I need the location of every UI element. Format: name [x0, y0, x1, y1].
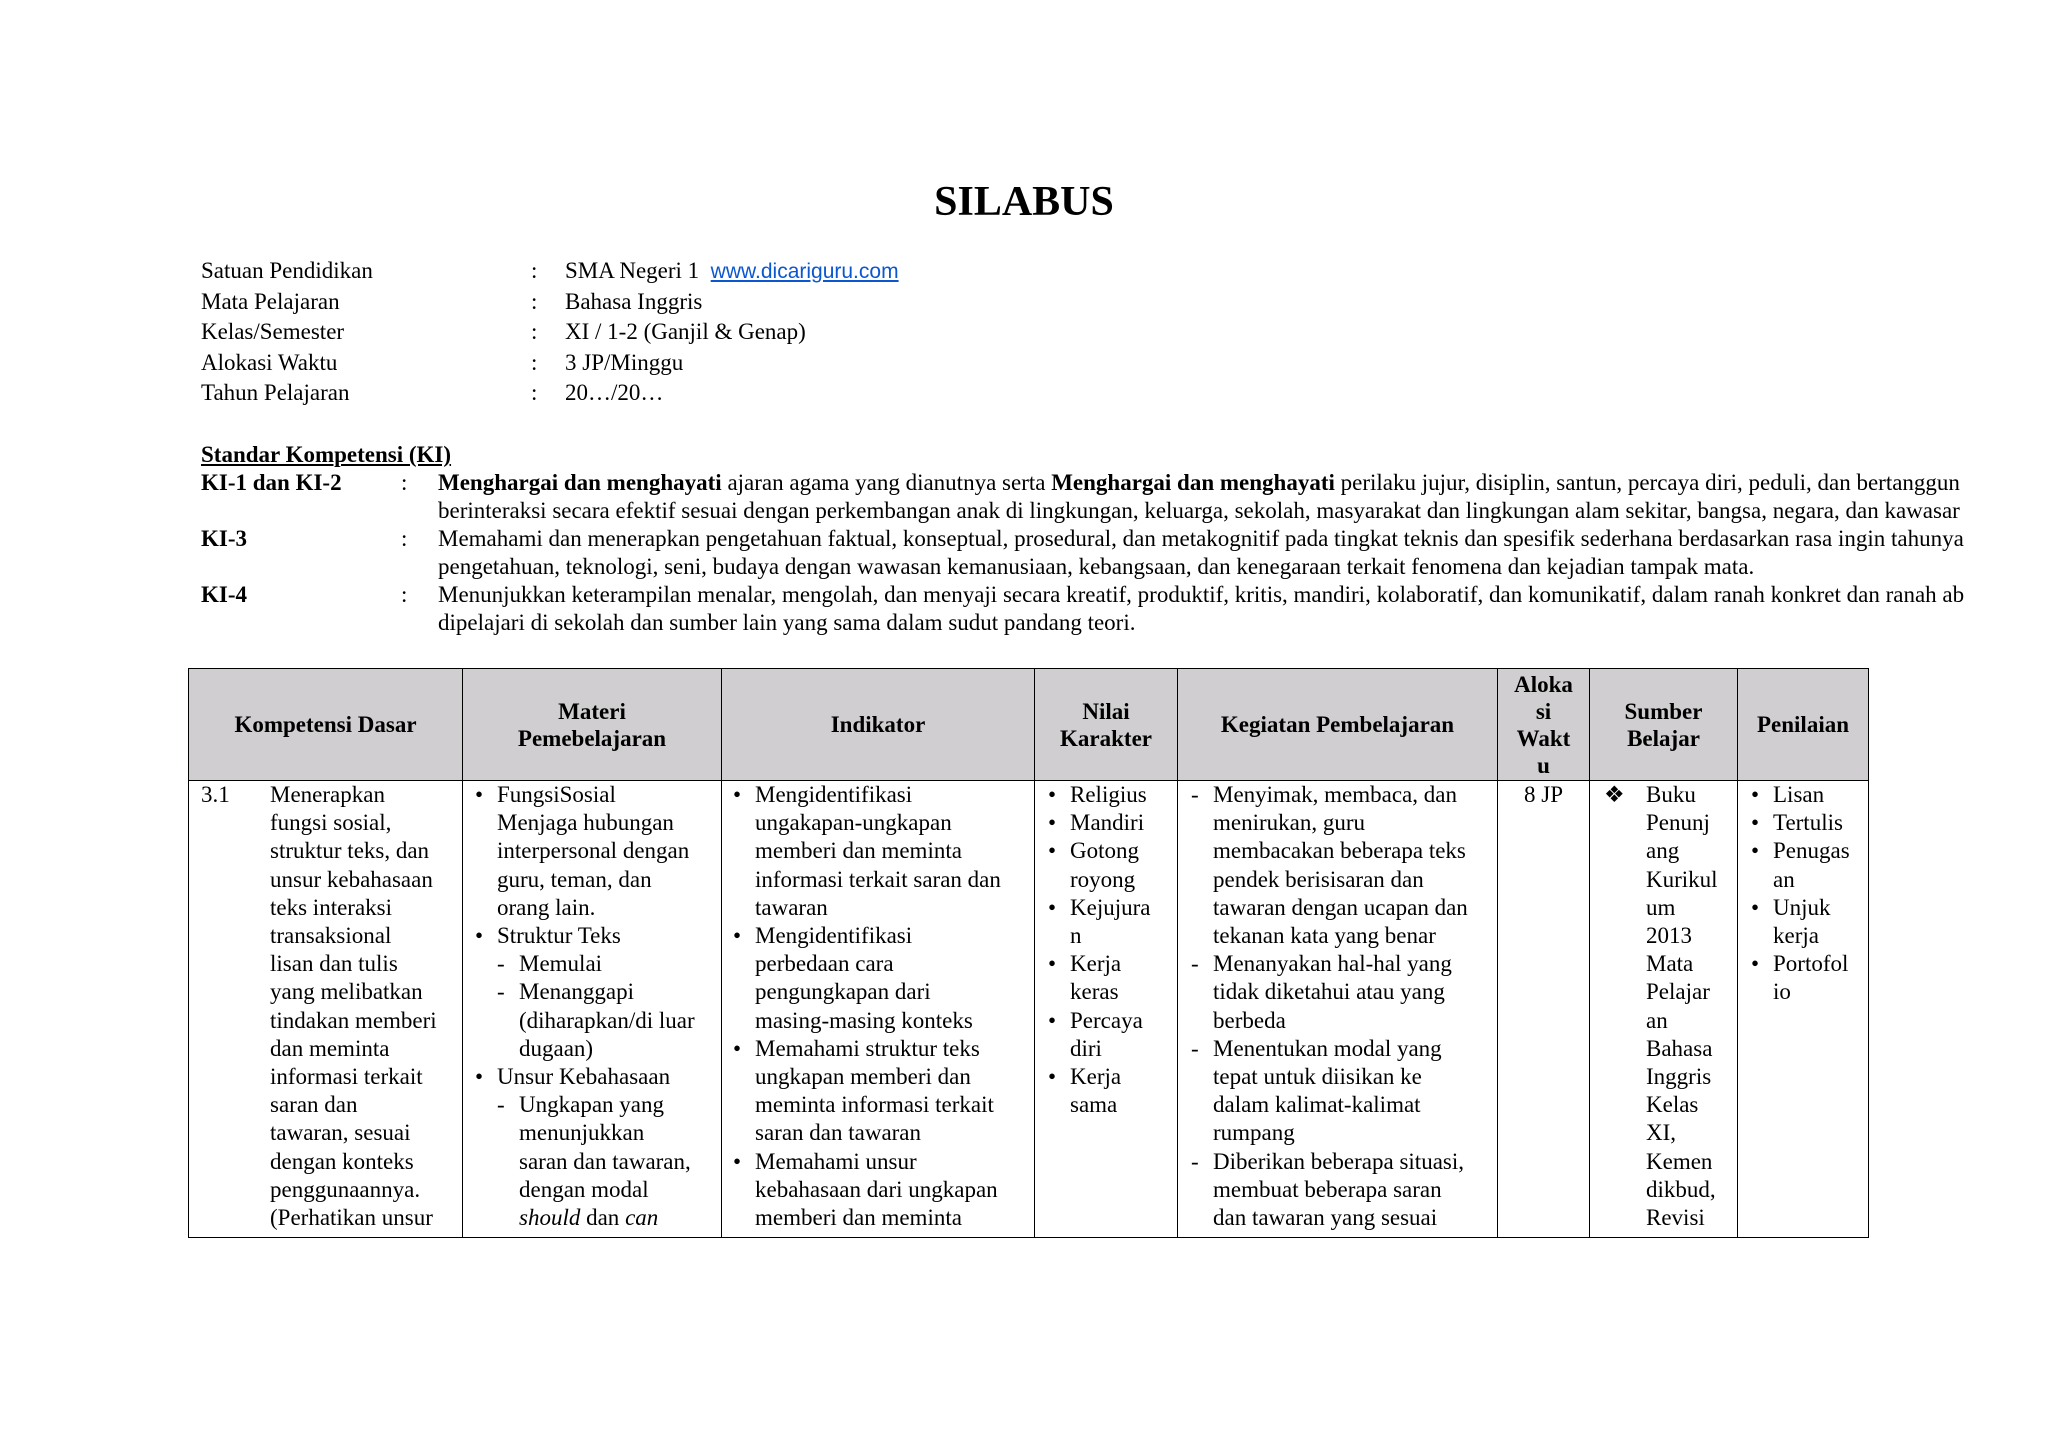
- list-item: • Mandiri: [1070, 809, 1177, 837]
- list-item: • Gotong royong: [1070, 837, 1177, 893]
- header-indikator: Indikator: [722, 669, 1035, 781]
- identity-label: Alokasi Waktu: [201, 349, 338, 375]
- ki-colon: :: [401, 582, 408, 607]
- penilaian-list: [1773, 781, 1868, 1007]
- list-item: - Diberikan beberapa situasi, membuat beberapa saran dan tawaran yang sesuai: [1213, 1148, 1497, 1233]
- identity-colon: :: [531, 319, 538, 344]
- header-kegiatan: Kegiatan Pembelajaran: [1178, 669, 1498, 781]
- ki-heading: Standar Kompetensi (KI): [201, 442, 452, 467]
- list-item: • Kerja keras: [1070, 950, 1177, 1006]
- table-row: [189, 781, 1869, 1238]
- indikator-list: [755, 781, 1034, 1232]
- list-item: - Menyimak, membaca, dan menirukan, guru membacakan beberapa teks pendek berisisaran dan tawaran dengan ucapan dan tekanan kata yang benar: [1213, 781, 1497, 950]
- header-penilaian: Penilaian: [1738, 669, 1869, 781]
- ki-text-line: pengetahuan, teknologi, seni, budaya dengan wawasan kemanusiaan, kebangsaan, dan kenegaraan terkait fenomena dan kejadian tampak mata.: [438, 554, 1755, 579]
- sumber-text: Buku Penunj ang Kurikul um 2013 Mata Pelajar an Bahasa Inggris Kelas XI, Kemen dikbud, Revisi: [1646, 782, 1718, 1231]
- school-website-link[interactable]: www.dicariguru.com: [710, 260, 899, 283]
- list-item: • Memahami struktur teks ungkapan memberi dan meminta informasi terkait saran dan tawaran: [755, 1035, 1034, 1148]
- kegiatan-list: [1213, 781, 1497, 1232]
- page-title: SILABUS: [934, 179, 1114, 225]
- ki-label: KI-1 dan KI-2: [201, 470, 342, 495]
- list-item: • Unjuk kerja: [1773, 894, 1868, 950]
- identity-label: Kelas/Semester: [201, 319, 345, 344]
- sub-list-item: - Memulai: [519, 950, 721, 978]
- ki-text-line: dipelajari di sekolah dan sumber lain yang sama dalam sudut pandang teori.: [438, 610, 1136, 635]
- ki-text-line: berinteraksi secara efektif sesuai dengan perkembangan anak di lingkungan, keluarga, sekolah, masyarakat dan lingkungan alam sekitar, bangsa, negara, dan kawasar: [438, 498, 1960, 523]
- header-kompetensi-dasar: Kompetensi Dasar: [189, 669, 463, 781]
- ki-text: [438, 581, 1964, 637]
- identity-row: [201, 256, 899, 287]
- cell-alokasi-waktu: [1498, 781, 1590, 1238]
- header-sumber-belajar: Sumber Belajar: [1590, 669, 1738, 781]
- list-item: • FungsiSosial Menjaga hubungan interpersonal dengan guru, teman, dan orang lain.: [497, 781, 721, 922]
- identity-row: [201, 348, 899, 379]
- list-item: • Religius: [1070, 781, 1177, 809]
- sub-list-item: - Menanggapi (diharapkan/di luar dugaan): [519, 978, 721, 1063]
- cell-materi: [463, 781, 722, 1238]
- sub-list-item: - Ungkapan yang menunjukkan saran dan tawaran, dengan modal should dan can: [519, 1091, 721, 1232]
- identity-row: [201, 317, 899, 348]
- ki-text-line: Memahami dan menerapkan pengetahuan faktual, konseptual, prosedural, dan metakognitif pada tingkat teknis dan spesifik sederhana berdasarkan rasa ingin tahunya: [438, 526, 1964, 551]
- ki-colon: :: [401, 526, 408, 551]
- cell-nilai-karakter: [1035, 781, 1178, 1238]
- list-item: • Mengidentifikasi perbedaan cara pengungkapan dari masing-masing konteks: [755, 922, 1034, 1035]
- identity-row: [201, 378, 899, 409]
- ki-colon: :: [401, 470, 408, 495]
- list-item: • Portofol io: [1773, 950, 1868, 1006]
- list-item: - Menanyakan hal-hal yang tidak diketahui atau yang berbeda: [1213, 950, 1497, 1035]
- alokasi-value: 8 JP: [1524, 782, 1563, 807]
- list-item: • Kejujura n: [1070, 894, 1177, 950]
- cell-kompetensi-dasar: [189, 781, 463, 1238]
- cell-penilaian: [1738, 781, 1869, 1238]
- identity-value: 3 JP/Minggu: [565, 349, 684, 375]
- identity-label: Mata Pelajaran: [201, 288, 340, 314]
- identity-value: 20…/20…: [565, 380, 664, 405]
- nilai-list: [1070, 781, 1177, 1119]
- ki-text: [438, 469, 1960, 525]
- ki-text-line: Menghargai dan menghayati ajaran agama yang dianutnya serta Menghargai dan menghayati perilaku jujur, disiplin, santun, percaya diri, peduli, dan bertanggun: [438, 470, 1960, 495]
- list-item: • Mengidentifikasi ungakapan-ungkapan memberi dan meminta informasi terkait saran dan tawaran: [755, 781, 1034, 922]
- cell-kegiatan: [1178, 781, 1498, 1238]
- ki-label: KI-4: [201, 582, 247, 607]
- identity-colon: :: [531, 258, 538, 283]
- ki-label: KI-3: [201, 526, 247, 551]
- struktur-sublist: [497, 950, 721, 1063]
- cell-sumber-belajar: [1590, 781, 1738, 1238]
- identity-block: [201, 256, 899, 409]
- list-item: • Penugas an: [1773, 837, 1868, 893]
- identity-colon: :: [531, 288, 538, 314]
- identity-value: Bahasa Inggris: [565, 288, 703, 314]
- list-item: • Memahami unsur kebahasaan dari ungkapan memberi dan meminta: [755, 1148, 1034, 1233]
- unsur-sublist: [497, 1091, 721, 1232]
- ki-text: [438, 525, 1964, 581]
- identity-label: Tahun Pelajaran: [201, 380, 350, 405]
- list-item: • Lisan: [1773, 781, 1868, 809]
- list-item: • Kerja sama: [1070, 1063, 1177, 1119]
- kd-text: Menerapkan fungsi sosial, struktur teks, dan unsur kebahasaan teks interaksi transaksional lisan dan tulis yang melibatkan tindakan memberi dan meminta informasi terkait saran dan tawaran, sesuai dengan konteks penggunaannya. (Perhatikan unsur: [270, 782, 437, 1231]
- identity-label: Satuan Pendidikan: [201, 258, 373, 283]
- cell-indikator: [722, 781, 1035, 1238]
- syllabus-table: [188, 668, 1869, 1238]
- identity-value: XI / 1-2 (Ganjil & Genap): [565, 319, 806, 344]
- header-nilai-karakter: Nilai Karakter: [1035, 669, 1178, 781]
- identity-colon: :: [531, 349, 538, 375]
- diamond-bullet-icon: ❖: [1604, 782, 1625, 807]
- header-materi: Materi Pemebelajaran: [463, 669, 722, 781]
- list-item: • Unsur Kebahasaan - Ungkapan yang menunjukkan saran dan tawaran, dengan modal should dan can: [497, 1063, 721, 1232]
- header-alokasi-waktu: Aloka si Wakt u: [1498, 669, 1590, 781]
- identity-colon: :: [531, 380, 538, 405]
- list-item: • Percaya diri: [1070, 1007, 1177, 1063]
- table-header-row: [189, 669, 1869, 781]
- list-item: - Menentukan modal yang tepat untuk diisikan ke dalam kalimat-kalimat rumpang: [1213, 1035, 1497, 1148]
- identity-value: SMA Negeri 1 www.dicariguru.com: [565, 258, 899, 283]
- materi-list: [497, 781, 721, 1232]
- kd-number: 3.1: [201, 782, 230, 807]
- list-item: • Tertulis: [1773, 809, 1868, 837]
- ki-text-line: Menunjukkan keterampilan menalar, mengolah, dan menyaji secara kreatif, produktif, kritis, mandiri, kolaboratif, dan komunikatif, dalam ranah konkret dan ranah ab: [438, 582, 1965, 607]
- list-item: • Struktur Teks - Memulai - Menanggapi (diharapkan/di luar dugaan): [497, 922, 721, 1063]
- identity-row: [201, 287, 899, 318]
